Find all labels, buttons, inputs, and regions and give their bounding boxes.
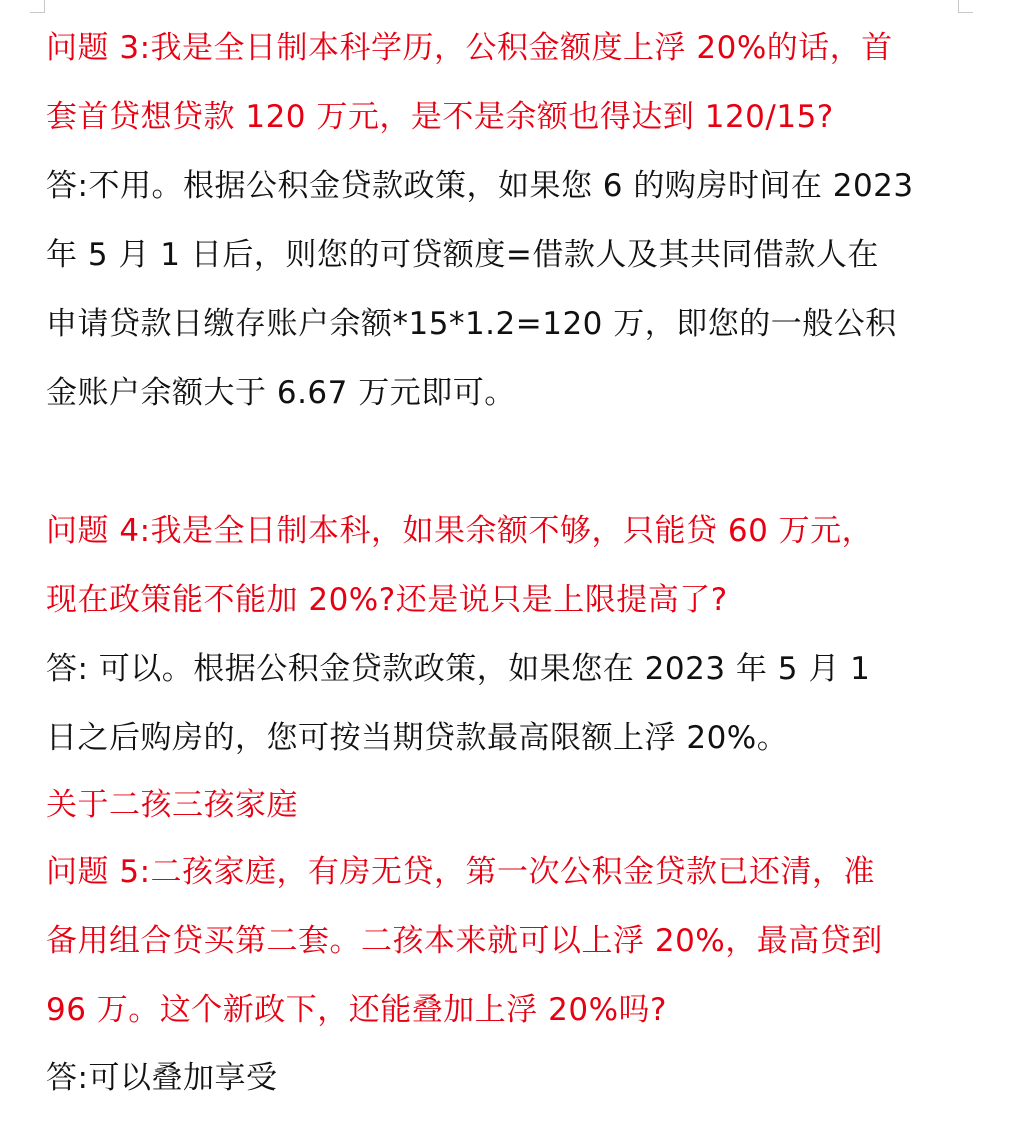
page-corner-mark-right [958, 0, 973, 13]
section-heading: 关于二孩三孩家庭 [46, 787, 298, 823]
answer-3-line-1: 答:不用。根据公积金贷款政策，如果您 6 的购房时间在 2023 [46, 168, 914, 204]
question-3-line-1: 问题 3:我是全日制本科学历，公积金额度上浮 20%的话，首 [46, 30, 893, 66]
answer-4-line-1: 答: 可以。根据公积金贷款政策，如果您在 2023 年 5 月 1 [46, 651, 871, 687]
answer-3-line-2: 年 5 月 1 日后，则您的可贷额度=借款人及其共同借款人在 [46, 237, 879, 273]
question-4-line-2: 现在政策能不能加 20%?还是说只是上限提高了? [46, 582, 728, 618]
question-5-line-1: 问题 5:二孩家庭，有房无贷，第一次公积金贷款已还清，准 [46, 854, 876, 890]
answer-3-line-3: 申请贷款日缴存账户余额*15*1.2=120 万，即您的一般公积 [46, 306, 897, 342]
question-5-line-3: 96 万。这个新政下，还能叠加上浮 20%吗? [46, 992, 668, 1028]
question-4-line-1: 问题 4:我是全日制本科，如果余额不够，只能贷 60 万元， [46, 513, 874, 549]
answer-5-line-1: 答:可以叠加享受 [46, 1060, 278, 1096]
question-3-line-2: 套首贷想贷款 120 万元，是不是余额也得达到 120/15? [46, 99, 834, 135]
question-5-line-2: 备用组合贷买第二套。二孩本来就可以上浮 20%，最高贷到 [46, 923, 883, 959]
page-corner-mark-left [30, 0, 45, 13]
answer-4-line-2: 日之后购房的，您可按当期贷款最高限额上浮 20%。 [46, 720, 789, 756]
answer-3-line-4: 金账户余额大于 6.67 万元即可。 [46, 375, 516, 411]
